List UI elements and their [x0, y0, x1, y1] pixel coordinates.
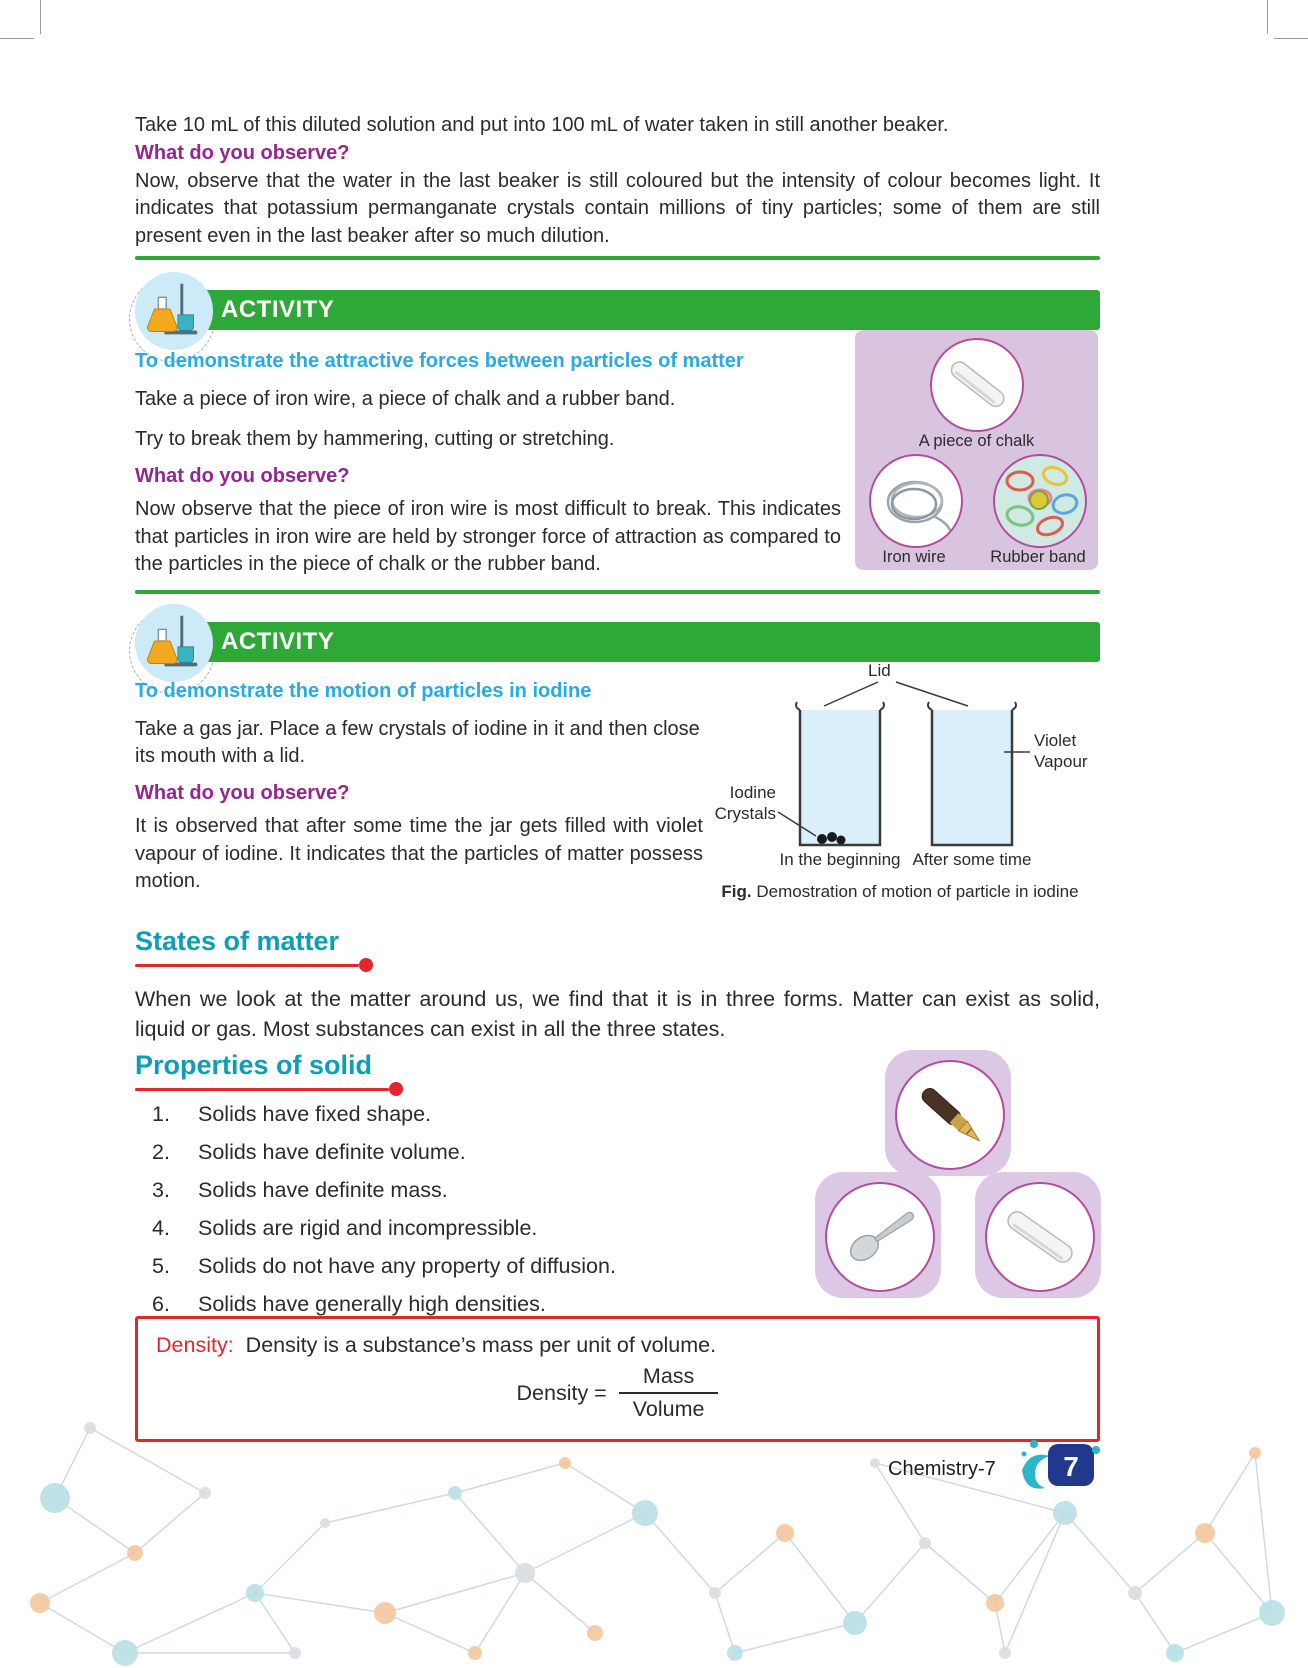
activity-banner-label: ACTIVITY [221, 296, 335, 323]
iron-wire-image [869, 454, 963, 548]
rubber-band-label: Rubber band [990, 548, 1086, 566]
observe-heading-activity1: What do you observe? [135, 465, 350, 488]
states-of-matter-heading: States of matter [135, 926, 340, 956]
pen-image [895, 1060, 1005, 1170]
list-item [152, 1254, 812, 1279]
list-item-text: Solids have definite volume. [198, 1140, 466, 1164]
activity-banner-label: ACTIVITY [221, 628, 335, 655]
diagram-caption-beginning: In the beginning [779, 850, 901, 869]
figure-caption [700, 882, 1100, 902]
observe-heading-activity2: What do you observe? [135, 782, 350, 805]
formula-lhs: Density = [516, 1380, 607, 1405]
list-item-text: Solids have fixed shape. [198, 1102, 432, 1126]
page-number: 7 [1063, 1451, 1079, 1482]
properties-of-solid-heading: Properties of solid [135, 1050, 373, 1080]
activity-flask-icon [135, 604, 213, 682]
gas-jar-diagram [700, 660, 1100, 910]
section-divider [135, 590, 1100, 594]
intro-paragraph-2: Now, observe that the water in the last beaker is still coloured but the intensity of colour becomes light. It indicates that potassium permanganate crystals contain millions of tiny particles; some of them are still present even in the last beaker after so much dilution. [135, 170, 1100, 247]
activity1-title: To demonstrate the attractive forces between particles of matter [135, 350, 744, 372]
list-item [152, 1292, 812, 1317]
heading-underline-dot [389, 1082, 403, 1096]
activity2-observation: It is observed that after some time the jar gets filled with violet vapour of iodine. It indicates that the particles of matter possess motion. [135, 815, 703, 892]
spoon-image [825, 1182, 935, 1292]
properties-list [152, 1102, 812, 1330]
activity-banner-bar [195, 622, 1100, 662]
activity2-step1: Take a gas jar. Place a few crystals of iodine in it and then close its mouth with a lid. [135, 718, 700, 768]
activity-banner-bar [195, 290, 1100, 330]
list-item [152, 1216, 812, 1241]
states-paragraph: When we look at the matter around us, we find that it is in three forms. Matter can exist as solid, liquid or gas. Most substances can exist in all the three states. [135, 987, 1100, 1042]
formula-numerator: Mass [642, 1364, 695, 1388]
activity2-title: To demonstrate the motion of particles in iodine [135, 680, 592, 702]
chalk-stick-image [985, 1182, 1095, 1292]
spoon-tile [815, 1172, 941, 1298]
book-title: Chemistry-7 [888, 1458, 996, 1480]
list-item [152, 1102, 812, 1127]
chalk-label: A piece of chalk [918, 432, 1035, 450]
intro-paragraph-1: Take 10 mL of this diluted solution and put into 100 mL of water taken in still another beaker. [135, 114, 949, 136]
list-item-text: Solids have definite mass. [198, 1178, 448, 1202]
formula-denominator: Volume [619, 1392, 719, 1422]
diagram-caption-after: After some time [912, 850, 1032, 869]
diagram-iodine-crystals-label: Iodine Crystals [714, 783, 776, 824]
density-label: Density: [156, 1333, 234, 1357]
list-item [152, 1178, 812, 1203]
figure-caption-label: Fig. [721, 882, 752, 901]
diagram-violet-vapour-label: Violet Vapour [1034, 731, 1088, 772]
heading-underline-dot [359, 958, 373, 972]
activity1-step2: Try to break them by hammering, cutting or stretching. [135, 428, 615, 451]
activity-banner-2 [135, 620, 1100, 664]
activity1-step1: Take a piece of iron wire, a piece of chalk and a rubber band. [135, 388, 676, 410]
crop-mark [1267, 0, 1268, 34]
heading-underline [135, 964, 359, 967]
chalk-image [930, 338, 1024, 432]
activity1-observation: Now observe that the piece of iron wire is most difficult to break. This indicates that particles in iron wire are held by stronger force of attraction as compared to the particles in the piece of chalk or the rubber band. [135, 498, 841, 575]
density-definition: Density is a substance’s mass per unit of volume. [245, 1333, 717, 1357]
page-number-badge [1016, 1436, 1102, 1496]
formula-fraction [619, 1364, 719, 1422]
list-item [152, 1140, 812, 1165]
heading-underline [135, 1088, 389, 1091]
activity1-image-panel [855, 330, 1098, 570]
crop-mark [0, 38, 34, 39]
section-divider [135, 256, 1100, 260]
diagram-lid-label: Lid [868, 661, 891, 680]
pen-tile [885, 1050, 1011, 1176]
activity-flask-icon [135, 272, 213, 350]
list-item-text: Solids have generally high densities. [198, 1292, 546, 1316]
crop-mark [40, 0, 41, 34]
crop-mark [1274, 38, 1308, 39]
figure-caption-text: Demostration of motion of particle in iodine [751, 882, 1079, 901]
list-item-text: Solids do not have any property of diffusion. [198, 1254, 616, 1278]
activity-banner-1 [135, 288, 1100, 332]
rubber-band-image [993, 454, 1087, 548]
density-definition-box [135, 1316, 1100, 1442]
list-item-text: Solids are rigid and incompressible. [198, 1216, 538, 1240]
chalk-tile [975, 1172, 1101, 1298]
observe-heading-intro: What do you observe? [135, 142, 350, 165]
density-formula [156, 1364, 1079, 1422]
iron-wire-label: Iron wire [882, 548, 946, 566]
